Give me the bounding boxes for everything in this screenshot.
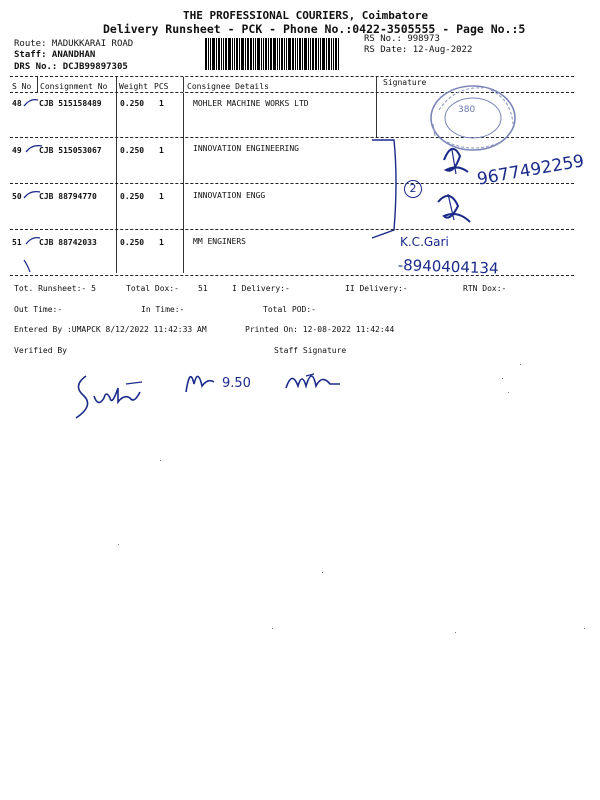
- rs-date: RS Date: 12-Aug-2022: [364, 45, 473, 55]
- rs-number: RS No.: 998973: [364, 34, 440, 44]
- table-top-rule: [10, 76, 574, 77]
- handwritten-time: 9.50: [222, 376, 251, 391]
- barcode-image: [205, 38, 351, 70]
- row-weight: 0.250: [120, 99, 145, 108]
- scan-speck: [502, 378, 503, 379]
- rtn-dox-label: RTN Dox:-: [463, 284, 507, 293]
- col-sep: [116, 77, 117, 92]
- i-delivery-label: I Delivery:-: [232, 284, 290, 293]
- verified-by-label: Verified By: [14, 346, 67, 355]
- in-time-label: In Time:-: [141, 305, 185, 314]
- scan-speck: [160, 460, 161, 461]
- staff-signature-icon: [180, 362, 360, 402]
- scan-speck: [508, 392, 509, 393]
- printed-on: Printed On: 12-08-2022 11:42:44: [245, 325, 395, 334]
- row-weight: 0.250: [120, 238, 145, 247]
- scan-speck: [322, 572, 323, 573]
- total-dox-label: Total Dox:-: [126, 284, 179, 293]
- row-consignee: INNOVATION ENGINEERING: [193, 144, 299, 153]
- row-consignment: CJB 88794770: [39, 192, 97, 201]
- scan-speck: [584, 628, 585, 629]
- staff-signature-label: Staff Signature: [274, 346, 347, 355]
- row-pcs: 1: [159, 238, 164, 247]
- scan-speck: [272, 628, 273, 629]
- column-header-consignee: Consignee Details: [187, 82, 269, 91]
- row-sno: 50: [12, 192, 22, 201]
- row-pcs: 1: [159, 192, 164, 201]
- col-sep: [183, 77, 184, 92]
- route-label: Route: MADUKKARAI ROAD: [14, 39, 134, 49]
- drs-number: DRS No.: DCJB99897305: [14, 62, 128, 72]
- row-weight: 0.250: [120, 192, 145, 201]
- total-pod-label: Total POD:-: [263, 305, 316, 314]
- row-consignment: CJB 88742033: [39, 238, 97, 247]
- stamp-number: 380: [458, 105, 476, 115]
- col-sep: [37, 77, 38, 92]
- row-consignee: MOHLER MACHINE WORKS LTD: [193, 99, 309, 108]
- scan-speck: [520, 364, 521, 365]
- staff-label: Staff: ANANDHAN: [14, 50, 96, 60]
- column-header-pcs: PCS: [154, 82, 169, 91]
- entered-by: Entered By :UMAPCK 8/12/2022 11:42:33 AM: [14, 325, 207, 334]
- handwritten-phone-2: -8940404134: [397, 256, 499, 278]
- scan-speck: [455, 632, 456, 633]
- runsheet-subtitle: Delivery Runsheet - PCK - Phone No.:0422-3505555 - Page No.:5: [103, 22, 526, 36]
- row-pcs: 1: [159, 146, 164, 155]
- column-header-sno: S No: [12, 82, 32, 91]
- row-consignee: INNOVATION ENGG: [193, 191, 266, 200]
- col-sep: [376, 77, 377, 137]
- ii-delivery-label: II Delivery:-: [345, 284, 408, 293]
- verified-signature-icon: [66, 368, 156, 424]
- row-consignee: MM ENGINERS: [193, 237, 246, 246]
- column-header-signature: Signature: [383, 78, 427, 87]
- company-title: THE PROFESSIONAL COURIERS, Coimbatore: [183, 9, 429, 22]
- row-consignment: CJB 515158489: [39, 99, 102, 108]
- handwritten-phone-1: 9677492259: [475, 151, 586, 190]
- row-weight: 0.250: [120, 146, 145, 155]
- circled-mark: 2: [404, 180, 422, 198]
- column-header-consignment: Consignment No: [40, 82, 108, 91]
- signature-scribble-icon: [360, 130, 560, 250]
- row-pcs: 1: [159, 99, 164, 108]
- row-sno: 48: [12, 99, 22, 108]
- out-time-label: Out Time:-: [14, 305, 63, 314]
- total-runsheet: Tot. Runsheet:- 5: [14, 284, 96, 293]
- row-sno: 51: [12, 238, 22, 247]
- column-header-weight: Weight: [119, 82, 148, 91]
- row-consignment: CJB 515053067: [39, 146, 102, 155]
- tick-marks: [20, 94, 50, 274]
- scan-speck: [118, 544, 119, 545]
- total-dox-value: 51: [198, 284, 208, 293]
- handwritten-name: K.C.Gari: [400, 235, 449, 249]
- row-sno: 49: [12, 146, 22, 155]
